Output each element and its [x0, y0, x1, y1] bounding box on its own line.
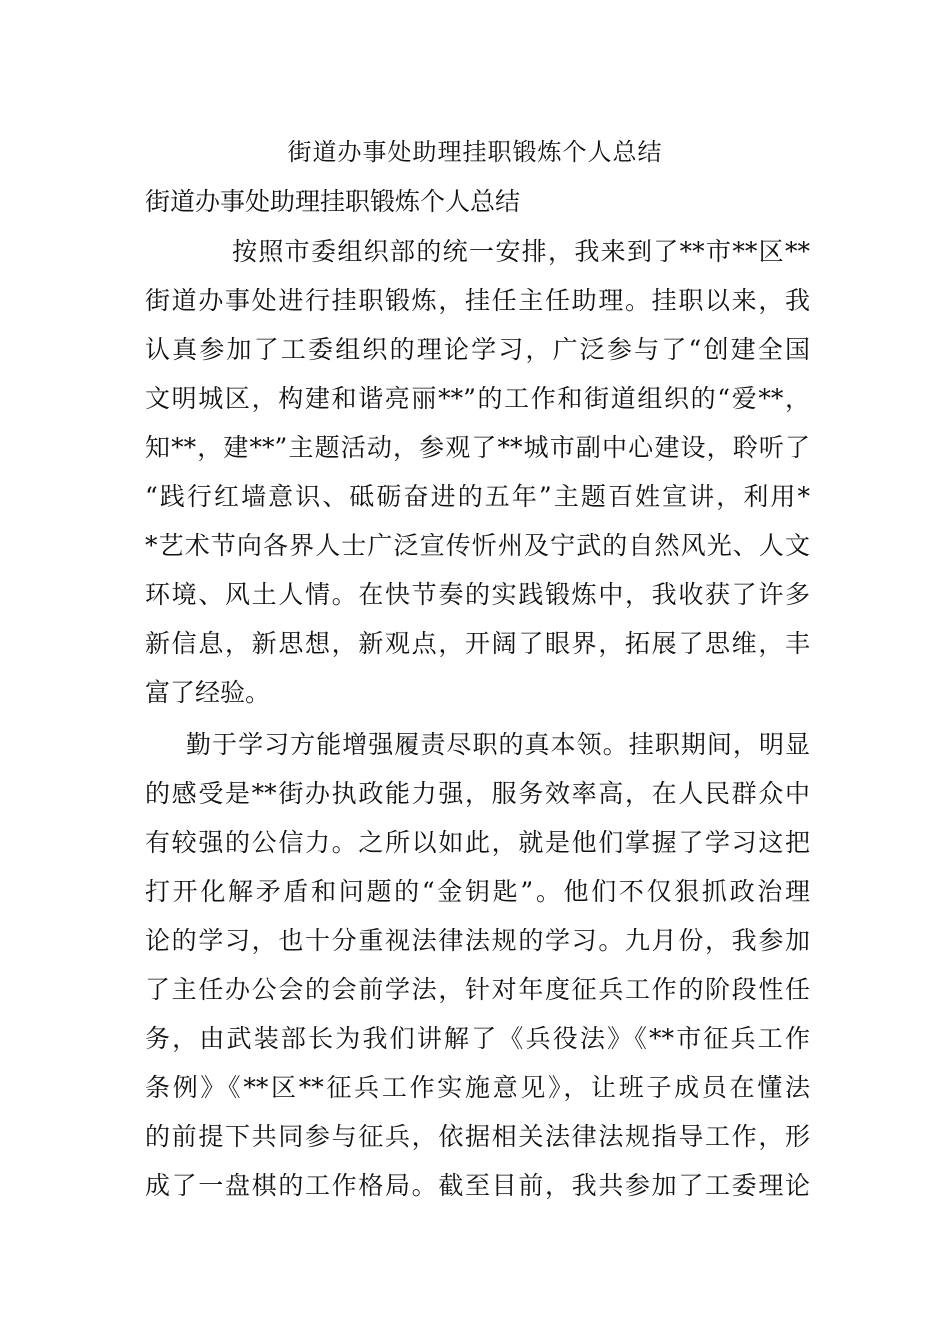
paragraph-1-line: 富了经验。: [145, 678, 271, 707]
paragraph-2-line: 务，由武装部长为我们讲解了《兵役法》《**市征兵工作: [145, 1024, 810, 1053]
paragraph-2-line: 打开化解矛盾和问题的“金钥匙”。他们不仅狠抓政治理: [145, 877, 810, 906]
paragraph-2-line: 有较强的公信力。之所以如此，就是他们掌握了学习这把: [145, 828, 810, 857]
document-title: 街道办事处助理挂职锻炼个人总结: [287, 138, 663, 166]
document-subtitle: 街道办事处助理挂职锻炼个人总结: [145, 187, 521, 216]
paragraph-2-line: 的前提下共同参与征兵，依据相关法律法规指导工作，形: [145, 1122, 810, 1151]
paragraph-1-line: 知**，建**”主题活动，参观了**城市副中心建设，聆听了: [145, 433, 810, 462]
paragraph-1-line: 认真参加了工委组织的理论学习，广泛参与了“创建全国: [145, 335, 810, 364]
paragraph-1-line: 环境、风土人情。在快节奏的实践锻炼中，我收获了许多: [145, 580, 810, 609]
paragraph-2-line: 成了一盘棋的工作格局。截至目前，我共参加了工委理论: [145, 1171, 810, 1200]
paragraph-1-line: 文明城区，构建和谐亮丽**”的工作和街道组织的“爱**，: [145, 384, 810, 413]
paragraph-2-line: 论的学习，也十分重视法律法规的学习。九月份，我参加: [145, 926, 810, 955]
paragraph-2-line: 勤于学习方能增强履责尽职的真本领。挂职期间，明显: [186, 730, 810, 759]
paragraph-1-line: 按照市委组织部的统一安排，我来到了**市**区**: [232, 237, 810, 266]
paragraph-1-line: “践行红墙意识、砥砺奋进的五年”主题百姓宣讲，利用*: [145, 482, 810, 511]
paragraph-1-line: *艺术节向各界人士广泛宣传忻州及宁武的自然风光、人文: [145, 531, 810, 560]
paragraph-1-line: 街道办事处进行挂职锻炼，挂任主任助理。挂职以来，我: [145, 286, 810, 315]
paragraph-2-line: 条例》《**区**征兵工作实施意见》，让班子成员在懂法: [145, 1073, 810, 1102]
paragraph-2-line: 的感受是**街办执政能力强，服务效率高，在人民群众中: [145, 779, 810, 808]
paragraph-2-line: 了主任办公会的会前学法，针对年度征兵工作的阶段性任: [145, 975, 810, 1004]
paragraph-1-line: 新信息，新思想，新观点，开阔了眼界，拓展了思维，丰: [145, 629, 810, 658]
